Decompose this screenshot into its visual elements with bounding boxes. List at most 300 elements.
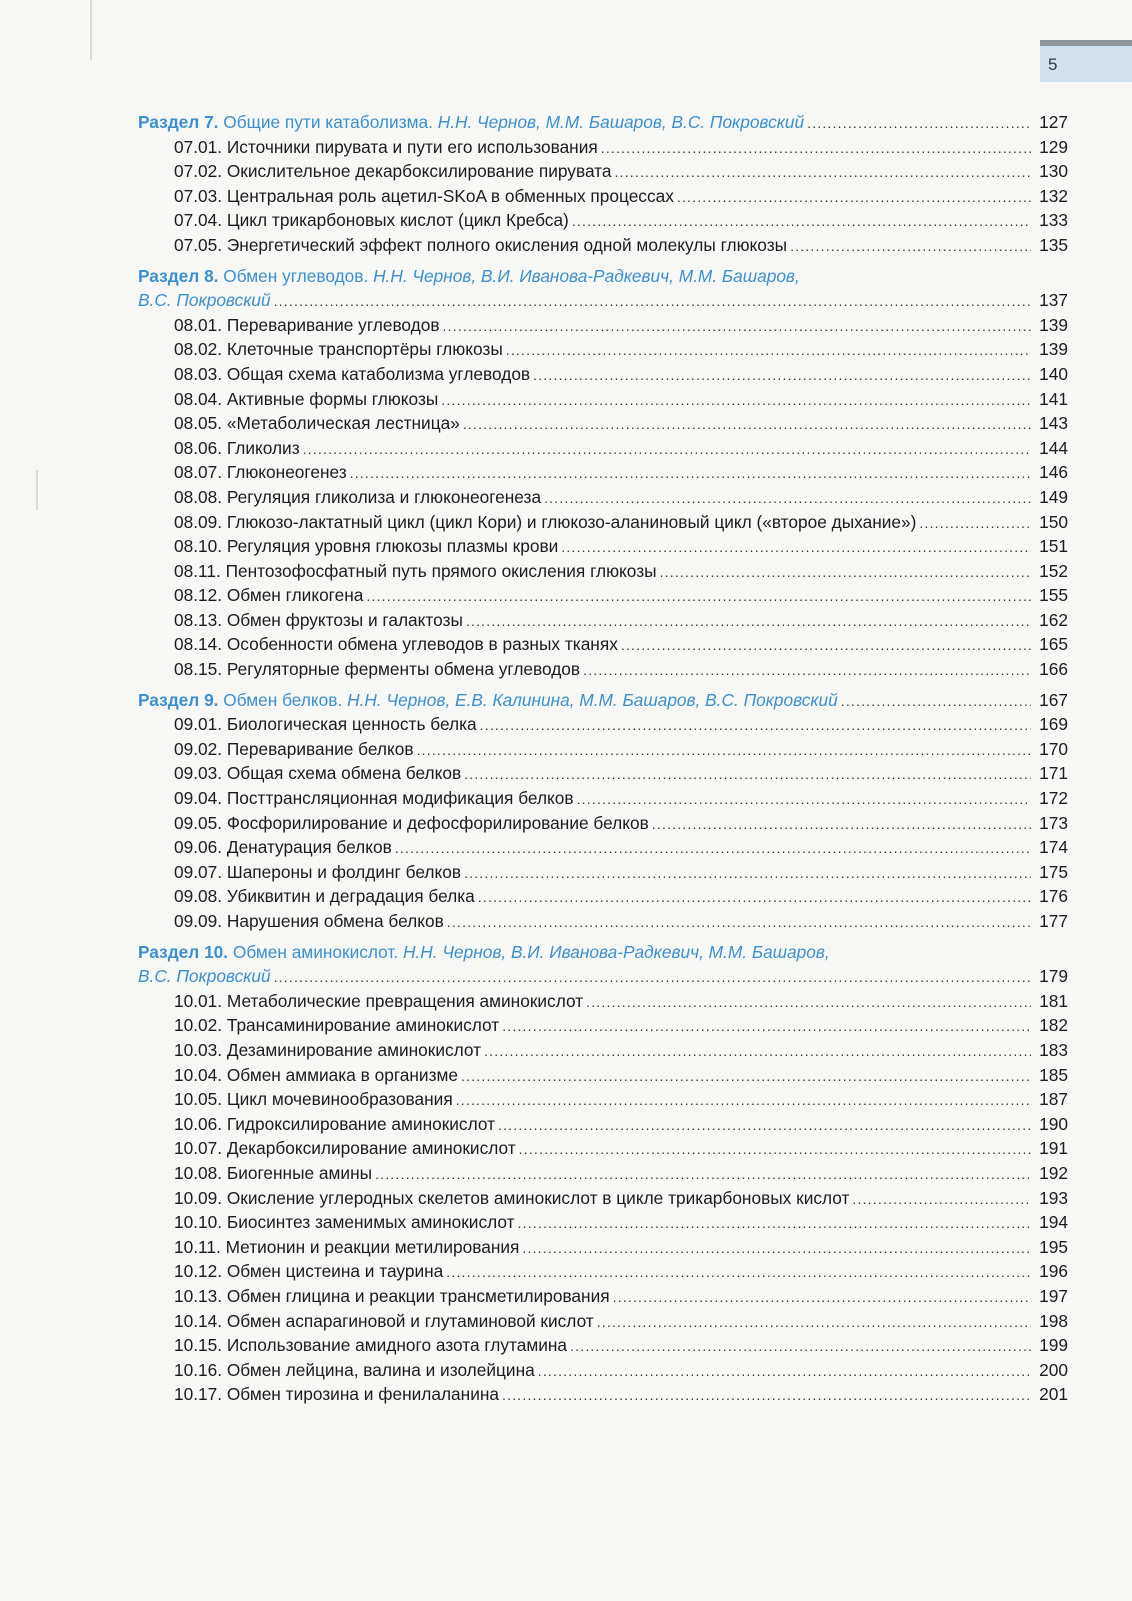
- section-heading: [138, 688, 838, 713]
- leader-dots: [660, 560, 1031, 585]
- scan-edge-mark: [90, 0, 92, 60]
- toc-entry-text: [174, 1382, 499, 1407]
- toc-entry-text: [174, 884, 475, 909]
- leader-dots: [538, 1359, 1031, 1384]
- leader-dots: [621, 633, 1031, 658]
- toc-entry[interactable]: [138, 1235, 1068, 1260]
- toc-entry-text: [174, 559, 657, 584]
- section-title: Обмен углеводов.: [223, 265, 369, 286]
- toc-entry-page: 183: [1039, 1039, 1068, 1060]
- toc-entry-title: Регуляция гликолиза и глюконеогенеза: [226, 486, 542, 507]
- toc-entry-page: 141: [1039, 388, 1068, 409]
- toc-entry-title: Глюкозо-лактатный цикл (цикл Кори) и глюкозо-аланиновый цикл («второе дыхание»): [226, 511, 917, 532]
- leader-dots: [572, 209, 1031, 234]
- toc-entry-text: [174, 1309, 594, 1334]
- leader-dots: [484, 1039, 1031, 1064]
- toc-entry-page: 133: [1039, 210, 1068, 231]
- section-title: Обмен аминокислот.: [232, 941, 399, 962]
- toc-entry[interactable]: [138, 1136, 1068, 1161]
- section-page: 179: [1039, 966, 1068, 987]
- toc-entry-page: 150: [1039, 511, 1068, 532]
- toc-entry-text: [174, 485, 541, 510]
- toc-entry-title: Трансаминирование аминокислот: [226, 1015, 500, 1036]
- toc-entry-number: 08.09.: [174, 511, 223, 532]
- toc-entry-text: [174, 159, 612, 184]
- toc-entry-page: 149: [1039, 486, 1068, 507]
- section-heading-row[interactable]: [138, 288, 1068, 313]
- toc-entry[interactable]: [138, 860, 1068, 885]
- toc-entry-number: 08.04.: [174, 388, 223, 409]
- toc-entry-number: 09.06.: [174, 837, 223, 858]
- toc-entry-page: 187: [1039, 1089, 1068, 1110]
- toc-entry-title: Клеточные транспортёры глюкозы: [226, 339, 503, 360]
- toc-entry-number: 10.11.: [174, 1236, 221, 1257]
- toc-entry-text: [174, 1186, 849, 1211]
- toc-entry-title: Обмен цистеина и таурина: [226, 1261, 444, 1282]
- toc-entry-number: 10.14.: [174, 1310, 223, 1331]
- toc-entry-number: 10.09.: [174, 1187, 223, 1208]
- toc-entry[interactable]: [138, 1382, 1068, 1407]
- toc-entry-text: [174, 337, 503, 362]
- section-heading-line: [138, 940, 1068, 965]
- leader-dots: [395, 836, 1031, 861]
- toc-entry-title: Активные формы глюкозы: [226, 388, 439, 409]
- toc-entry[interactable]: [138, 1259, 1068, 1284]
- toc-entry-title: Переваривание белков: [226, 738, 414, 759]
- toc-entry-number: 09.09.: [174, 911, 223, 931]
- leader-dots: [597, 1310, 1031, 1335]
- toc-entry[interactable]: [138, 411, 1068, 436]
- toc-entry[interactable]: [138, 884, 1068, 909]
- toc-entry-text: [174, 1038, 481, 1063]
- leader-dots: [502, 1383, 1031, 1408]
- toc-entry-page: 201: [1039, 1384, 1068, 1405]
- toc-entry[interactable]: [138, 159, 1068, 184]
- toc-entry-number: 10.12.: [174, 1261, 223, 1282]
- toc-entry[interactable]: [138, 657, 1068, 682]
- toc-entry-page: 181: [1039, 990, 1068, 1011]
- toc-entry-page: 196: [1039, 1261, 1068, 1282]
- leader-dots: [677, 185, 1031, 210]
- toc-entry[interactable]: [138, 1210, 1068, 1235]
- toc-entry[interactable]: [138, 460, 1068, 485]
- toc-entry-title: Источники пирувата и пути его использования: [226, 136, 598, 157]
- leader-dots: [446, 1260, 1031, 1285]
- toc-entry-text: [174, 184, 674, 209]
- toc-entry-text: [174, 1063, 458, 1088]
- toc-entry-text: [174, 712, 477, 737]
- leader-dots: [586, 990, 1031, 1015]
- toc-entry-title: Обмен гликогена: [226, 585, 364, 606]
- toc-entry-title: Нарушения обмена белков: [226, 911, 444, 931]
- toc-entry-title: Дезаминирование аминокислот: [226, 1039, 482, 1060]
- toc-entry-title: Использование амидного азота глутамина: [226, 1335, 568, 1356]
- section-authors-line2: В.С. Покровский: [138, 290, 271, 311]
- toc-entry-page: 199: [1039, 1335, 1068, 1356]
- toc-entry-number: 09.01.: [174, 714, 223, 735]
- toc-entry[interactable]: [138, 233, 1068, 258]
- section-page: 127: [1039, 112, 1068, 132]
- toc-entry-number: 08.03.: [174, 363, 223, 384]
- leader-dots: [417, 738, 1031, 763]
- leader-dots: [583, 658, 1031, 683]
- leader-dots: [478, 885, 1031, 910]
- toc-entry[interactable]: [138, 510, 1068, 535]
- toc-entry-text: [174, 436, 300, 461]
- toc-entry[interactable]: [138, 632, 1068, 657]
- toc-entry-page: 169: [1039, 714, 1068, 735]
- toc-entry-number: 07.04.: [174, 210, 223, 231]
- toc-section: [138, 264, 1068, 682]
- toc-entry[interactable]: [138, 1284, 1068, 1309]
- toc-entry-page: 135: [1039, 234, 1068, 255]
- toc-entry-text: [174, 989, 583, 1014]
- leader-dots: [852, 1187, 1031, 1212]
- leader-dots: [533, 363, 1031, 388]
- toc-entry-page: 193: [1039, 1187, 1068, 1208]
- toc-entry-page: 191: [1039, 1138, 1068, 1159]
- toc-entry-title: Цикл трикарбоновых кислот (цикл Кребса): [226, 210, 569, 231]
- toc-entry-page: 139: [1039, 339, 1068, 360]
- toc-entry-title: Денатурация белков: [226, 837, 392, 858]
- toc-entry-title: Посттрансляционная модификация белков: [226, 788, 574, 809]
- toc-entry[interactable]: [138, 761, 1068, 786]
- toc-entry-page: 139: [1039, 314, 1068, 335]
- toc-entry-page: 155: [1039, 585, 1068, 606]
- toc-entry-number: 10.16.: [174, 1359, 223, 1380]
- toc-entry-text: [174, 534, 558, 559]
- toc-entry-text: [174, 411, 460, 436]
- toc-entry-page: 173: [1039, 812, 1068, 833]
- section-title: Общие пути катаболизма.: [223, 112, 433, 132]
- leader-dots: [652, 812, 1031, 837]
- toc-entry-page: 182: [1039, 1015, 1068, 1036]
- toc-entry-number: 07.02.: [174, 161, 223, 182]
- leader-dots: [919, 511, 1031, 536]
- toc-entry-text: [174, 1235, 519, 1260]
- toc-entry[interactable]: [138, 909, 1068, 934]
- toc-entry-page: 170: [1039, 738, 1068, 759]
- toc-entry-page: 176: [1039, 886, 1068, 907]
- leader-dots: [350, 461, 1031, 486]
- toc-entry-number: 10.06.: [174, 1113, 223, 1134]
- toc-entry-page: 162: [1039, 609, 1068, 630]
- toc-section: [138, 940, 1068, 1407]
- toc-entry-number: 08.13.: [174, 609, 223, 630]
- toc-entry-title: Биосинтез заменимых аминокислот: [226, 1212, 515, 1233]
- toc-entry-number: 08.06.: [174, 437, 223, 458]
- toc-entry-title: Пентозофосфатный путь прямого окисления глюкозы: [225, 560, 657, 581]
- toc-entry[interactable]: [138, 1087, 1068, 1112]
- leader-dots: [807, 111, 1031, 136]
- leader-dots: [461, 1064, 1031, 1089]
- toc-entry-number: 10.10.: [174, 1212, 223, 1233]
- leader-dots: [464, 861, 1031, 886]
- toc-entry-number: 10.05.: [174, 1089, 223, 1110]
- toc-entry-page: 171: [1039, 763, 1068, 784]
- toc-entry[interactable]: [138, 208, 1068, 233]
- toc-entry[interactable]: [138, 712, 1068, 737]
- section-page: 137: [1039, 290, 1068, 311]
- toc-entry[interactable]: [138, 485, 1068, 510]
- toc-entry-page: 151: [1039, 536, 1068, 557]
- toc-entry-text: [174, 583, 363, 608]
- toc-entry-number: 08.12.: [174, 585, 223, 606]
- toc-entry[interactable]: [138, 608, 1068, 633]
- toc-entry-number: 09.02.: [174, 738, 223, 759]
- toc-entry-title: Глюконеогенез: [226, 462, 347, 483]
- toc-entry-text: [174, 860, 461, 885]
- toc-entry-number: 08.11.: [174, 560, 221, 581]
- toc-entry-text: [174, 1259, 443, 1284]
- leader-dots: [518, 1211, 1031, 1236]
- toc-entry-page: 140: [1039, 363, 1068, 384]
- toc-entry-number: 08.15.: [174, 659, 223, 680]
- toc-entry-title: «Метаболическая лестница»: [226, 413, 460, 434]
- toc-entry[interactable]: [138, 534, 1068, 559]
- toc-entry-text: [174, 909, 444, 934]
- toc-entry-page: 130: [1039, 161, 1068, 182]
- toc-entry-text: [174, 1087, 453, 1112]
- toc-entry-title: Биологическая ценность белка: [226, 714, 477, 735]
- toc-entry-title: Убиквитин и деградация белка: [226, 886, 475, 907]
- toc-entry-text: [174, 632, 618, 657]
- page-number-tab: [1040, 40, 1132, 82]
- toc-entry-title: Окислительное декарбоксилирование пирувата: [226, 161, 612, 182]
- toc-entry-text: [174, 761, 461, 786]
- toc-entry-title: Шапероны и фолдинг белков: [226, 861, 462, 882]
- toc-entry-number: 10.07.: [174, 1138, 223, 1159]
- toc-entry-text: [174, 737, 414, 762]
- toc-entry[interactable]: [138, 1112, 1068, 1137]
- toc-entry-title: Регуляция уровня глюкозы плазмы крови: [226, 536, 559, 557]
- toc-entry[interactable]: [138, 737, 1068, 762]
- toc-entry-number: 08.07.: [174, 462, 223, 483]
- section-page: 167: [1039, 689, 1068, 710]
- toc-entry-number: 08.14.: [174, 634, 223, 655]
- toc-entry-page: 132: [1039, 185, 1068, 206]
- toc-entry[interactable]: [138, 313, 1068, 338]
- toc-entry-text: [174, 1136, 516, 1161]
- section-title: Обмен белков.: [223, 689, 343, 710]
- toc-entry-page: 195: [1039, 1236, 1068, 1257]
- toc-entry[interactable]: [138, 583, 1068, 608]
- toc-entry-number: 08.02.: [174, 339, 223, 360]
- toc-entry-number: 08.10.: [174, 536, 223, 557]
- toc-entry-title: Цикл мочевинообразования: [226, 1089, 453, 1110]
- page-number-tab-bar: [1040, 40, 1132, 46]
- toc-entry[interactable]: [138, 1161, 1068, 1186]
- section-heading-row[interactable]: [138, 110, 1068, 135]
- toc-entry-text: [174, 1112, 495, 1137]
- toc-entry-number: 09.03.: [174, 763, 223, 784]
- section-authors: Н.Н. Чернов, В.И. Иванова-Радкевич, М.М. Башаров,: [373, 265, 800, 286]
- section-label: Раздел 7.: [138, 112, 219, 132]
- toc-entry-text: [174, 387, 438, 412]
- toc-entry-text: [174, 1210, 515, 1235]
- toc-entry-page: 198: [1039, 1310, 1068, 1331]
- toc-section: [138, 110, 1068, 258]
- toc-entry[interactable]: [138, 362, 1068, 387]
- toc-entry-title: Обмен аспарагиновой и глутаминовой кислот: [226, 1310, 594, 1331]
- toc-entry-page: 197: [1039, 1285, 1068, 1306]
- leader-dots: [613, 1285, 1031, 1310]
- leader-dots: [577, 787, 1031, 812]
- toc-entry-title: Метаболические превращения аминокислот: [226, 990, 584, 1011]
- toc-entry-text: [174, 608, 463, 633]
- toc-entry-text: [174, 233, 787, 258]
- toc-entry-page: 190: [1039, 1113, 1068, 1134]
- section-authors: Н.Н. Чернов, В.И. Иванова-Радкевич, М.М. Башаров,: [402, 941, 830, 962]
- toc-entry[interactable]: [138, 559, 1068, 584]
- toc-entry-title: Обмен лейцина, валина и изолейцина: [226, 1359, 535, 1380]
- leader-dots: [303, 437, 1031, 462]
- page-number: 5: [1048, 55, 1058, 74]
- toc-entry[interactable]: [138, 1186, 1068, 1211]
- toc-entry-title: Декарбоксилирование аминокислот: [226, 1138, 516, 1159]
- leader-dots: [441, 388, 1031, 413]
- toc-entry[interactable]: [138, 184, 1068, 209]
- toc-entry[interactable]: [138, 387, 1068, 412]
- toc-entry-title: Обмен тирозина и фенилаланина: [226, 1384, 500, 1405]
- toc-entry[interactable]: [138, 436, 1068, 461]
- leader-dots: [615, 160, 1031, 185]
- toc-entry-text: [174, 1333, 567, 1358]
- toc-entry-page: 194: [1039, 1212, 1068, 1233]
- toc-entry-text: [174, 362, 530, 387]
- toc-entry-page: 174: [1039, 837, 1068, 858]
- leader-dots: [522, 1236, 1031, 1261]
- section-authors: Н.Н. Чернов, М.М. Башаров, В.С. Покровский: [437, 112, 805, 132]
- toc-entry-page: 165: [1039, 634, 1068, 655]
- section-heading-line: [138, 264, 1068, 289]
- toc-entry[interactable]: [138, 811, 1068, 836]
- toc-entry-text: [174, 313, 440, 338]
- section-label: Раздел 9.: [138, 689, 219, 710]
- toc-entry-title: Регуляторные ферменты обмена углеводов: [226, 659, 581, 680]
- toc-entry-title: Общая схема обмена белков: [226, 763, 462, 784]
- leader-dots: [502, 1014, 1031, 1039]
- toc-entry[interactable]: [138, 1309, 1068, 1334]
- toc-entry-text: [174, 1358, 535, 1383]
- leader-dots: [375, 1162, 1031, 1187]
- section-heading-row[interactable]: [138, 964, 1068, 989]
- section-heading-row[interactable]: [138, 688, 1068, 713]
- toc-entry-page: 192: [1039, 1162, 1068, 1183]
- toc-entry-page: 177: [1039, 911, 1068, 931]
- toc-entry-number: 10.02.: [174, 1015, 223, 1036]
- toc-entry-number: 10.01.: [174, 990, 223, 1011]
- toc-entry-title: Обмен фруктозы и галактозы: [226, 609, 463, 630]
- leader-dots: [790, 234, 1031, 259]
- toc-entry-text: [174, 460, 347, 485]
- toc-entry-title: Переваривание углеводов: [226, 314, 440, 335]
- toc-entry-text: [174, 208, 569, 233]
- toc-entry-text: [174, 510, 916, 535]
- leader-dots: [274, 289, 1031, 314]
- toc-entry-page: 144: [1039, 437, 1068, 458]
- toc-entry-title: Энергетический эффект полного окисления одной молекулы глюкозы: [226, 234, 788, 255]
- toc-entry-number: 10.17.: [174, 1384, 223, 1405]
- toc-entry-text: [174, 1284, 610, 1309]
- toc-entry-text: [174, 786, 574, 811]
- toc-entry-title: Гидроксилирование аминокислот: [226, 1113, 495, 1134]
- section-label: Раздел 10.: [138, 941, 229, 962]
- toc-entry-page: 143: [1039, 413, 1068, 434]
- leader-dots: [366, 584, 1031, 609]
- toc-entry-number: 07.05.: [174, 234, 223, 255]
- toc-entry-page: 172: [1039, 788, 1068, 809]
- toc-section: [138, 688, 1068, 934]
- toc-entry-page: 175: [1039, 861, 1068, 882]
- section-heading: [138, 110, 804, 135]
- toc-entry-text: [174, 657, 580, 682]
- toc-entry[interactable]: [138, 135, 1068, 160]
- leader-dots: [466, 609, 1031, 634]
- toc-entry-number: 09.04.: [174, 788, 223, 809]
- toc-entry[interactable]: [138, 835, 1068, 860]
- toc-entry-number: 08.08.: [174, 486, 223, 507]
- toc-entry[interactable]: [138, 1013, 1068, 1038]
- toc-entry-title: Общая схема катаболизма углеводов: [226, 363, 531, 384]
- toc-entry[interactable]: [138, 1063, 1068, 1088]
- scan-edge-mark: [36, 470, 38, 510]
- toc-entry-page: 166: [1039, 659, 1068, 680]
- leader-dots: [480, 713, 1031, 738]
- toc-entry[interactable]: [138, 786, 1068, 811]
- toc-entry-number: 09.08.: [174, 886, 223, 907]
- leader-dots: [443, 314, 1031, 339]
- toc-entry-title: Гликолиз: [226, 437, 300, 458]
- toc-entry-text: [174, 1013, 499, 1038]
- toc-entry-number: 08.05.: [174, 413, 223, 434]
- toc-entry-text: [174, 811, 649, 836]
- leader-dots: [447, 910, 1031, 935]
- toc-entry-number: 10.03.: [174, 1039, 223, 1060]
- toc-entry-page: 129: [1039, 136, 1068, 157]
- leader-dots: [519, 1137, 1031, 1162]
- toc-entry-number: 10.08.: [174, 1162, 223, 1183]
- toc-entry[interactable]: [138, 337, 1068, 362]
- toc-entry-number: 08.01.: [174, 314, 223, 335]
- leader-dots: [544, 486, 1031, 511]
- toc-entry-number: 07.03.: [174, 185, 223, 206]
- toc-entry-title: Обмен аммиака в организме: [226, 1064, 458, 1085]
- leader-dots: [601, 136, 1031, 161]
- toc-entry-title: Центральная роль ацетил-SKoA в обменных процессах: [226, 185, 674, 206]
- section-authors: Н.Н. Чернов, Е.В. Калинина, М.М. Башаров, В.С. Покровский: [347, 689, 838, 710]
- toc-entry-title: Фосфорилирование и дефосфорилирование белков: [226, 812, 649, 833]
- toc-entry-page: 185: [1039, 1064, 1068, 1085]
- toc-entry-number: 09.07.: [174, 861, 223, 882]
- leader-dots: [498, 1113, 1031, 1138]
- toc-entry[interactable]: [138, 1038, 1068, 1063]
- toc-entry-number: 10.13.: [174, 1285, 223, 1306]
- toc-entry[interactable]: [138, 1333, 1068, 1358]
- toc-entry[interactable]: [138, 1358, 1068, 1383]
- toc-entry-title: Особенности обмена углеводов в разных тканях: [226, 634, 618, 655]
- leader-dots: [464, 762, 1031, 787]
- toc-entry[interactable]: [138, 989, 1068, 1014]
- toc-entry-number: 10.15.: [174, 1335, 223, 1356]
- toc-entry-title: Обмен глицина и реакции трансметилирования: [226, 1285, 610, 1306]
- toc-entry-number: 09.05.: [174, 812, 223, 833]
- leader-dots: [274, 965, 1031, 990]
- leader-dots: [463, 412, 1031, 437]
- section-authors-line2: В.С. Покровский: [138, 966, 271, 987]
- toc-entry-page: 152: [1039, 560, 1068, 581]
- toc-entry-page: 200: [1039, 1359, 1068, 1380]
